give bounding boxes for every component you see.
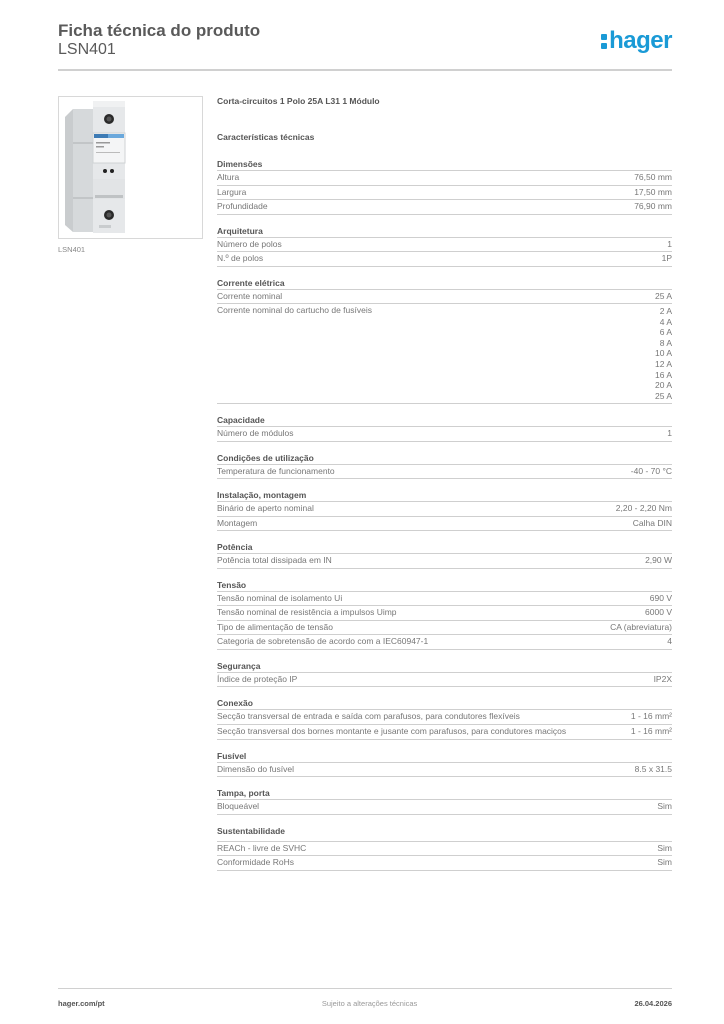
spec-group-instalacao (217, 487, 672, 531)
footer-date: 26.04.2026 (634, 999, 672, 1008)
group-title: Dimensões (217, 156, 672, 171)
product-code: LSN401 (58, 41, 116, 58)
spec-row (217, 606, 672, 621)
footer-website-link[interactable]: hager.com/pt (58, 999, 105, 1008)
fuse-holder-icon (59, 97, 202, 238)
spec-row (217, 304, 672, 404)
spec-label: Categoria de sobretensão de acordo com a IEC60947-1 (217, 636, 429, 647)
spec-row (217, 673, 672, 688)
spec-row (217, 238, 672, 253)
fuse-rating: 20 A (654, 380, 672, 391)
spec-row (217, 200, 672, 215)
spec-label: Temperatura de funcionamento (217, 465, 335, 476)
spec-group-potencia (217, 539, 672, 569)
hager-logo: hager (601, 27, 672, 55)
fuse-rating: 25 A (654, 390, 672, 401)
spec-value: 2,20 - 2,20 Nm (615, 503, 672, 514)
group-title: Conexão (217, 695, 672, 710)
spec-value: 1 - 16 mm² (630, 725, 672, 736)
footer-notice: Sujeito a alterações técnicas (321, 999, 418, 1008)
spec-group-fusivel (217, 748, 672, 778)
fuse-rating: 16 A (654, 369, 672, 380)
spec-value: 25 A (654, 290, 672, 301)
spec-group-condicoes (217, 450, 672, 480)
spec-label: Dimensão do fusível (217, 763, 295, 774)
spec-row (217, 725, 672, 740)
spec-label: Tensão nominal de isolamento Ui (217, 592, 343, 603)
spec-label: Bloqueável (217, 801, 260, 812)
group-title: Corrente elétrica (217, 275, 672, 290)
spec-label: Secção transversal dos bornes montante e jusante com parafusos, para condutores maciços (217, 725, 567, 736)
page-header (58, 21, 672, 71)
spec-row (217, 710, 672, 725)
spec-row (217, 517, 672, 532)
spec-group-tampa (217, 785, 672, 815)
spec-label: N.º de polos (217, 253, 264, 263)
product-image (58, 96, 203, 239)
spec-label: Binário de aperto nominal (217, 503, 314, 514)
fuse-rating: 8 A (659, 337, 672, 348)
spec-value: 1 (667, 238, 672, 249)
spec-value: 2,90 W (645, 555, 672, 566)
spec-label: Altura (217, 172, 240, 182)
spec-row (217, 856, 672, 871)
product-image-caption: LSN401 (58, 245, 86, 254)
fuse-rating: 10 A (654, 348, 672, 359)
group-title: Potência (217, 539, 672, 554)
spec-row (217, 763, 672, 778)
spec-content (217, 96, 672, 879)
spec-label: Corrente nominal (217, 290, 283, 301)
group-title: Capacidade (217, 412, 672, 427)
spec-value: IP2X (653, 673, 672, 684)
spec-group-arquitetura (217, 223, 672, 267)
spec-value: 690 V (649, 592, 672, 603)
fuse-rating: 4 A (659, 316, 672, 327)
group-title: Tampa, porta (217, 785, 672, 800)
spec-value: 76,50 mm (634, 172, 672, 182)
group-title: Arquitetura (217, 223, 672, 238)
spec-value: Calha DIN (632, 517, 672, 528)
spec-value-list (655, 304, 672, 401)
spec-group-conexao (217, 695, 672, 740)
spec-label: Montagem (217, 517, 258, 528)
product-description: Corta-circuitos 1 Polo 25A L31 1 Módulo (217, 96, 380, 106)
spec-value: Sim (657, 801, 672, 812)
spec-group-seguranca (217, 658, 672, 688)
fuse-rating: 6 A (659, 327, 672, 338)
spec-row (217, 635, 672, 650)
spec-value: 4 (667, 636, 672, 647)
spec-label: Secção transversal de entrada e saída com parafusos, para condutores flexíveis (217, 711, 520, 722)
logo-dots-icon (601, 32, 607, 50)
spec-group-sustentabilidade (217, 823, 672, 871)
spec-value: Sim (657, 857, 672, 868)
spec-group-dimensoes (217, 156, 672, 215)
spec-row (217, 502, 672, 517)
spec-row (217, 186, 672, 201)
spec-group-capacidade (217, 412, 672, 442)
spec-group-corrente (217, 275, 672, 405)
spec-value: 1P (661, 253, 672, 263)
spec-row (217, 252, 672, 267)
spec-value: 17,50 mm (634, 186, 672, 197)
spec-row (217, 554, 672, 569)
page-title: Ficha técnica do produto (58, 21, 261, 40)
spec-row (217, 842, 672, 857)
spec-row (217, 427, 672, 442)
group-title: Segurança (217, 658, 672, 673)
spec-label: Tipo de alimentação de tensão (217, 621, 333, 632)
spec-value: -40 - 70 °C (630, 465, 672, 476)
spec-row (217, 621, 672, 636)
spec-label: Número de polos (217, 238, 282, 249)
spec-value: 1 (667, 428, 672, 439)
fuse-rating: 2 A (659, 306, 672, 316)
spec-label: REACh - livre de SVHC (217, 842, 307, 853)
page-footer (58, 988, 672, 1008)
spec-label: Conformidade RoHs (217, 857, 295, 868)
spec-label: Largura (217, 186, 247, 197)
spec-value: 6000 V (645, 607, 672, 618)
spec-row (217, 465, 672, 480)
spec-row (217, 171, 672, 186)
section-title: Características técnicas (217, 132, 315, 142)
spec-label: Índice de proteção IP (217, 673, 298, 684)
group-title: Tensão (217, 577, 672, 592)
spec-value: CA (abreviatura) (610, 621, 672, 632)
spec-row (217, 290, 672, 305)
spec-label: Número de módulos (217, 428, 294, 439)
spec-group-tensao (217, 577, 672, 650)
spec-row (217, 592, 672, 607)
group-title: Fusível (217, 748, 672, 763)
group-title: Instalação, montagem (217, 487, 672, 502)
group-title: Sustentabilidade (217, 823, 672, 842)
spec-value: 8.5 x 31.5 (634, 763, 672, 774)
spec-value: 1 - 16 mm² (630, 711, 672, 722)
group-title: Condições de utilização (217, 450, 672, 465)
spec-value: Sim (657, 842, 672, 853)
spec-row (217, 800, 672, 815)
spec-label: Potência total dissipada em IN (217, 555, 332, 566)
spec-label: Tensão nominal de resistência a impulsos Uimp (217, 607, 397, 618)
spec-label: Profundidade (217, 201, 268, 211)
spec-label: Corrente nominal do cartucho de fusíveis (217, 305, 372, 315)
fuse-rating: 12 A (654, 358, 672, 369)
spec-value: 76,90 mm (634, 201, 672, 211)
